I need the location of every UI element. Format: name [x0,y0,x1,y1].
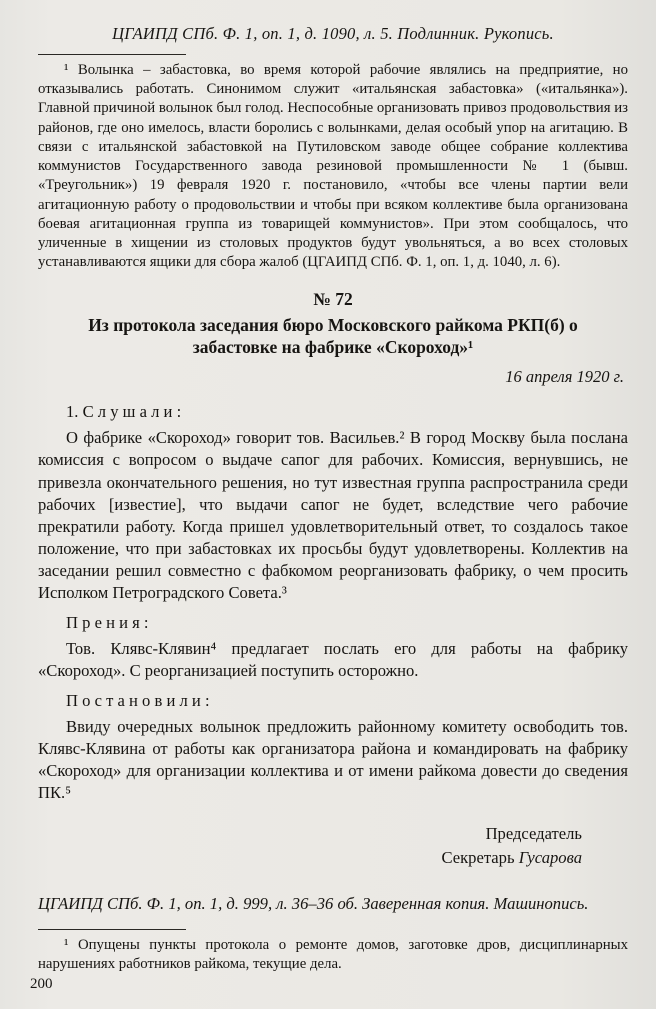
document-title: Из протокола заседания бюро Московского райкома РКП(б) о забастовке на фабрике «Скороход»¹ [88,314,578,357]
paragraph-preniya-heading: П р е н и я : [66,612,149,632]
footnote-omitted-items: ¹ Опущены пункты протокола о ремонте домов, заготовке дров, дисциплинарных нарушениях работников райкома, текущие дела. [38,936,628,973]
page-number: 200 [30,976,53,992]
paragraph-postanovili-body: Ввиду очередных волынок предложить районному комитету освободить тов. Клявс-Клявина от работы как организатора района и командировать на фабрику «Скороход» для организации коллектива и от имени райкома довести до сведения ПК.⁵ [38,717,628,803]
signature-secretary [38,846,582,870]
document-number-heading: № 72 [313,288,353,309]
signature-block [38,822,582,870]
paragraph-postanovili-heading: П о с т а н о в и л и : [66,691,210,711]
signature-secretary-name: Гусарова [518,848,582,868]
paragraph-preniya-body: Тов. Клявс-Клявин⁴ предлагает послать его для работы на фабрику «Скороход». С реорганизацией поступить осторожно. [38,638,628,681]
footnote-separator-rule [38,54,186,55]
document-archive-citation: ЦГАИПД СПб. Ф. 1, оп. 1, д. 999, л. 36–36 об. Заверенная копия. Машинопись. [38,893,589,913]
footnote-volynka-definition: ¹ Волынка – забастовка, во время которой рабочие являлись на предприятие, но отказывались работать. Синонимом служит «итальянская забастовка» («итальянка»). Главной причиной волынок был голод. Неспособные организовать привоз продовольствия из районов, где оно имелось, власти боролись с волынками, делая особый упор на агитацию. В связи с итальянской забастовкой на Путиловском заводе общее собрание коллектива коммунистов Государственного завода резиновой промышленности № 1 (бывш. «Треугольник») 19 февраля 1920 г. постановило, «чтобы все члены партии вели агитационную работу о продовольствии и чтобы при всяком коллективе была организована боевая агитационная группа из товарищей коммунистов». При этом сообщалось, что уличенные в хищении из столовых продуктов будут увольняться, а во всех столовых устанавливаются ящики для сбора жалоб (ЦГАИПД СПб. Ф. 1, оп. 1, д. 1040, л. 6). [38,62,628,271]
paragraph-slushali-heading: 1. С л у ш а л и : [66,402,182,422]
paragraph-slushali-body: О фабрике «Скороход» говорит тов. Васильев.² В город Москву была послана комиссия с вопросом о выдаче сапог для рабочих. Комиссия, вернувшись, не привезла окончательного решения, но тут известная группа распространила среди рабочих [известие], что выдачи сапог не будет, вследствие чего рабочие прекратили работу. Когда пришел удовлетворительный ответ, то создалось такое положение, что при забастовках их просьбы будут удовлетворены. Коллектив на заседании решил совместно с фабкомом реорганизовать фабрику, о чем просить Исполком Петроградского Совета.³ [38,428,628,602]
signature-chairman: Председатель [485,824,582,844]
previous-document-archive-citation: ЦГАИПД СПб. Ф. 1, оп. 1, д. 1090, л. 5. Подлинник. Рукопись. [112,24,554,43]
bottom-footnote-block [38,929,628,974]
signature-secretary-label: Секретарь [441,848,515,868]
footnote-separator-rule-bottom [38,929,186,930]
document-date: 16 апреля 1920 г. [505,367,624,387]
